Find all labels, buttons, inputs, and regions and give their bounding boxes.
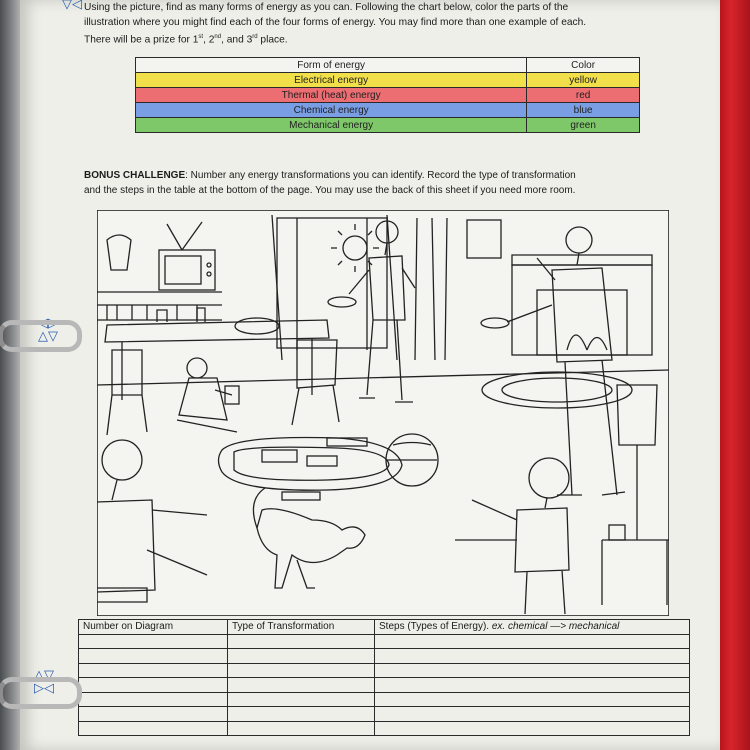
triangle-mark-icon: ▽◁ bbox=[62, 0, 82, 11]
transformation-header bbox=[79, 620, 690, 635]
bonus-text-1: : Number any energy transformations you can identify. Record the type of transformation bbox=[185, 170, 576, 181]
table-row[interactable] bbox=[79, 707, 690, 722]
energy-color-chart bbox=[135, 57, 640, 133]
energy-color: red bbox=[527, 88, 640, 103]
energy-form: Electrical energy bbox=[136, 73, 527, 88]
table-row[interactable] bbox=[79, 663, 690, 678]
instructions-line-2: illustration where you might find each of the four forms of energy. You may find more than one example of each. bbox=[84, 17, 587, 28]
energy-row-chemical bbox=[136, 103, 640, 118]
worksheet-page bbox=[20, 0, 720, 750]
energy-table-header bbox=[136, 58, 640, 73]
table-row[interactable] bbox=[79, 634, 690, 649]
energy-row-electrical bbox=[136, 73, 640, 88]
header-form: Form of energy bbox=[136, 58, 527, 73]
energy-form: Thermal (heat) energy bbox=[136, 88, 527, 103]
instructions-line-1: Using the picture, find as many forms of energy as you can. Following the chart below, color the parts of the bbox=[84, 2, 569, 13]
energy-color: green bbox=[527, 118, 640, 133]
binder-ring-icon bbox=[0, 320, 82, 352]
col-type-of-transformation: Type of Transformation bbox=[228, 620, 375, 635]
instructions-line-3: There will be a prize for 1st, 2nd, and 3rd place. bbox=[84, 34, 288, 46]
table-row[interactable] bbox=[79, 692, 690, 707]
energy-form: Mechanical energy bbox=[136, 118, 527, 133]
living-room-illustration bbox=[97, 210, 669, 616]
steps-example: ex. chemical —> mechanical bbox=[491, 621, 620, 633]
bonus-text-2: and the steps in the table at the bottom of the page. You may use the back of this sheet if you need more room. bbox=[84, 185, 576, 196]
energy-row-mechanical bbox=[136, 118, 640, 133]
energy-form: Chemical energy bbox=[136, 103, 527, 118]
triangle-mark-icon: ◁▷ △▽ bbox=[38, 315, 58, 343]
table-row[interactable] bbox=[79, 649, 690, 664]
energy-row-thermal bbox=[136, 88, 640, 103]
col-number-on-diagram: Number on Diagram bbox=[79, 620, 228, 635]
binder-spine bbox=[0, 0, 22, 750]
table-row[interactable] bbox=[79, 678, 690, 693]
triangle-mark-icon: △▽ ▷◁ bbox=[34, 667, 54, 695]
red-divider-edge bbox=[718, 0, 750, 750]
header-color: Color bbox=[527, 58, 640, 73]
instructions bbox=[84, 0, 694, 47]
binder-ring-icon bbox=[0, 677, 82, 709]
energy-color: blue bbox=[527, 103, 640, 118]
col-steps: Steps (Types of Energy). ex. chemical —> mechanical bbox=[375, 620, 690, 635]
transformation-table bbox=[78, 619, 690, 736]
bonus-label: BONUS CHALLENGE bbox=[84, 170, 186, 181]
energy-color: yellow bbox=[527, 73, 640, 88]
bonus-challenge bbox=[84, 168, 694, 198]
table-row[interactable] bbox=[79, 721, 690, 736]
